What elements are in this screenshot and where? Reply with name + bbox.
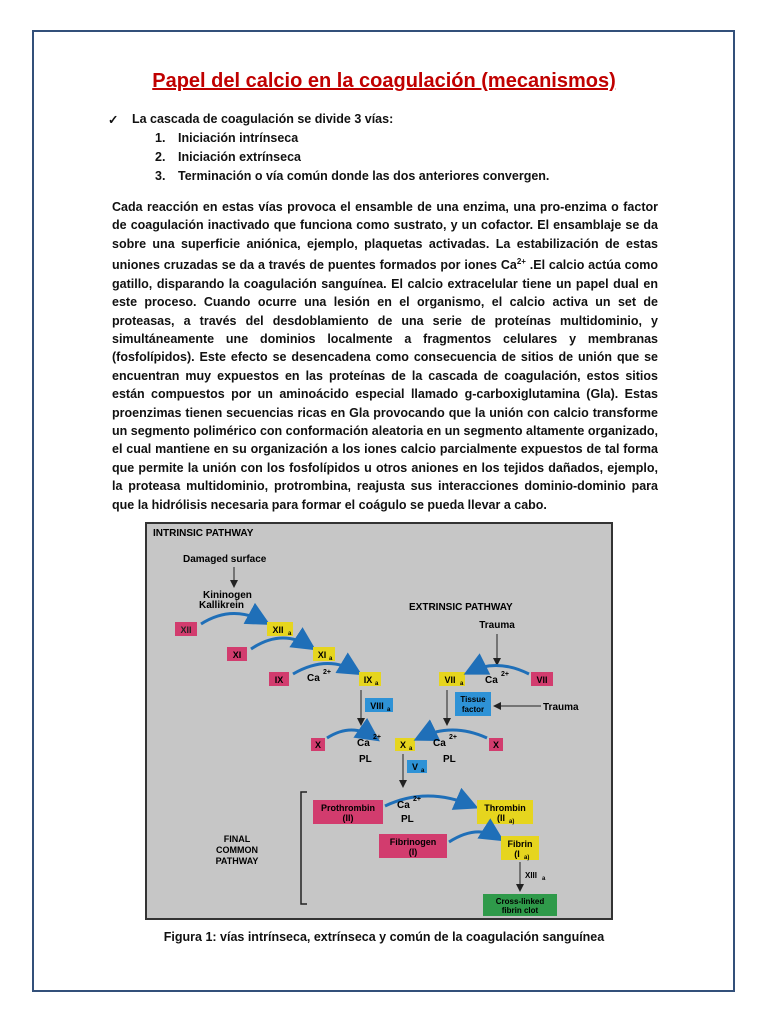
svg-text:(II): (II): [342, 813, 354, 823]
svg-text:Prothrombin: Prothrombin: [321, 803, 375, 813]
svg-text:a: a: [375, 681, 379, 687]
svg-text:Ca: Ca: [433, 738, 446, 749]
svg-text:a: a: [421, 768, 425, 774]
svg-text:VII: VII: [536, 675, 548, 685]
svg-text:Fibrinogen: Fibrinogen: [389, 837, 437, 847]
list-item: 3. Terminación o vía común donde las dos anteriores convergen.: [155, 169, 550, 183]
svg-text:PL: PL: [443, 754, 456, 765]
svg-text:a): a): [524, 855, 530, 861]
svg-text:Fibrin: Fibrin: [507, 839, 533, 849]
svg-text:VII: VII: [444, 675, 456, 685]
svg-text:(I: (I: [514, 849, 520, 859]
intrinsic-pathway-label: INTRINSIC PATHWAY: [153, 528, 254, 539]
svg-text:XI: XI: [232, 650, 242, 660]
svg-text:2+: 2+: [323, 669, 331, 676]
page-title: Papel del calcio en la coagulación (mecanismos): [152, 70, 616, 92]
svg-text:fibrin clot: fibrin clot: [501, 906, 539, 915]
svg-text:Thrombin: Thrombin: [484, 803, 526, 813]
svg-text:VIII: VIII: [370, 701, 384, 711]
checkmark-icon: ✓: [108, 113, 119, 127]
svg-text:V: V: [411, 762, 419, 772]
svg-text:a: a: [288, 631, 292, 637]
svg-text:Ca: Ca: [307, 673, 320, 684]
svg-text:a: a: [329, 656, 333, 662]
svg-text:2+: 2+: [413, 796, 421, 803]
kininogen-label: Kininogen: [203, 590, 252, 601]
svg-text:a): a): [509, 819, 515, 825]
svg-text:(I): (I): [408, 847, 418, 857]
svg-text:PL: PL: [401, 814, 414, 825]
coagulation-diagram: [147, 524, 611, 918]
svg-text:a: a: [409, 746, 413, 752]
svg-text:Tissue: Tissue: [460, 695, 486, 704]
svg-text:a: a: [460, 681, 464, 687]
extrinsic-pathway-label: EXTRINSIC PATHWAY: [409, 602, 513, 613]
intro-bullet: [108, 112, 394, 127]
figure-caption: Figura 1: vías intrínseca, extrínseca y común de la coagulación sanguínea: [163, 930, 605, 944]
svg-text:XIII: XIII: [525, 871, 538, 880]
common-label: COMMON: [216, 845, 258, 855]
kallikrein-label: Kallikrein: [199, 600, 245, 611]
svg-text:a: a: [387, 707, 391, 713]
svg-text:PL: PL: [359, 754, 372, 765]
body-paragraph: Cada reacción en estas vías provoca el ensamble de una enzima, una pro-enzima o factor de coagulación inactivado que funciona como sustrato, y un cofactor. El ensamblaje se da sobre una superficie aniónica, ejemplo, plaquetas activadas. La estabilización de estas uniones cruzadas se da a través de puentes formados por iones $Ca^{2+}$ .El calcio actúa como gatillo, disparando la coagulación sanguínea. El calcio extracelular tiene un papel dual en este proceso. Cuando ocurre una lesión en el organismo, el calcio activa un set de proteasas, a través del desdoblamiento de una serie de proteínas multidominio, y simultáneamente une dominios localmente a fragmentos celulares y membranas (fosfolípidos). Este efecto se desencadena como consecuencia de sitios de unión que se encuentran muy expuestos en las proteínas de la cascada de coagulación, estos sitios están compuestos por un aminoácido especial llamado g-carboxiglutamina (Gla). Estas proenzimas tienen secuencias ricas en Gla provocando que la unión con calcio transforme un segmento polimérico con conformación aleatoria en un segmento altamente organizado, el cual mantiene en su organización a los iones calcio parcialmente expuestos de tal forma que permite la unión con los fosfolípidos u otros aniones en los tejidos dañados, ejemplo, la proteasa multidominio, protrombina, reajusta sus interacciones dominio-dominio para que la hidrólisis necesaria para formar el coágulo se pueda llevar a cabo.: [112, 200, 658, 512]
svg-text:X: X: [399, 740, 407, 750]
svg-text:factor: factor: [461, 705, 485, 714]
svg-text:XI: XI: [317, 650, 327, 660]
svg-text:IX: IX: [363, 675, 373, 685]
trauma-top-label: Trauma: [479, 620, 515, 631]
svg-text:(II: (II: [497, 813, 505, 823]
intro-text: La cascada de coagulación se divide 3 vías:: [132, 112, 394, 126]
svg-text:IX: IX: [274, 675, 284, 685]
list-item: 1. Iniciación intrínseca: [155, 131, 299, 145]
svg-text:2+: 2+: [449, 734, 457, 741]
svg-text:2+: 2+: [501, 671, 509, 678]
svg-text:Cross-linked: Cross-linked: [495, 897, 545, 906]
damaged-surface-label: Damaged surface: [183, 554, 267, 565]
svg-text:2+: 2+: [373, 734, 381, 741]
svg-text:Ca: Ca: [357, 738, 370, 749]
svg-text:a: a: [542, 876, 546, 882]
list-item: 2. Iniciación extrínseca: [155, 150, 301, 164]
svg-text:XII: XII: [180, 625, 192, 635]
svg-text:XII: XII: [272, 625, 284, 635]
svg-text:Ca: Ca: [485, 675, 498, 686]
svg-text:X: X: [314, 740, 322, 750]
trauma-side-label: Trauma: [543, 702, 579, 713]
pathway-list: [155, 131, 549, 188]
svg-text:X: X: [492, 740, 500, 750]
pathway-label: PATHWAY: [215, 856, 259, 866]
svg-text:Ca: Ca: [397, 800, 410, 811]
final-label: FINAL: [223, 834, 251, 844]
coagulation-figure: [145, 522, 613, 920]
